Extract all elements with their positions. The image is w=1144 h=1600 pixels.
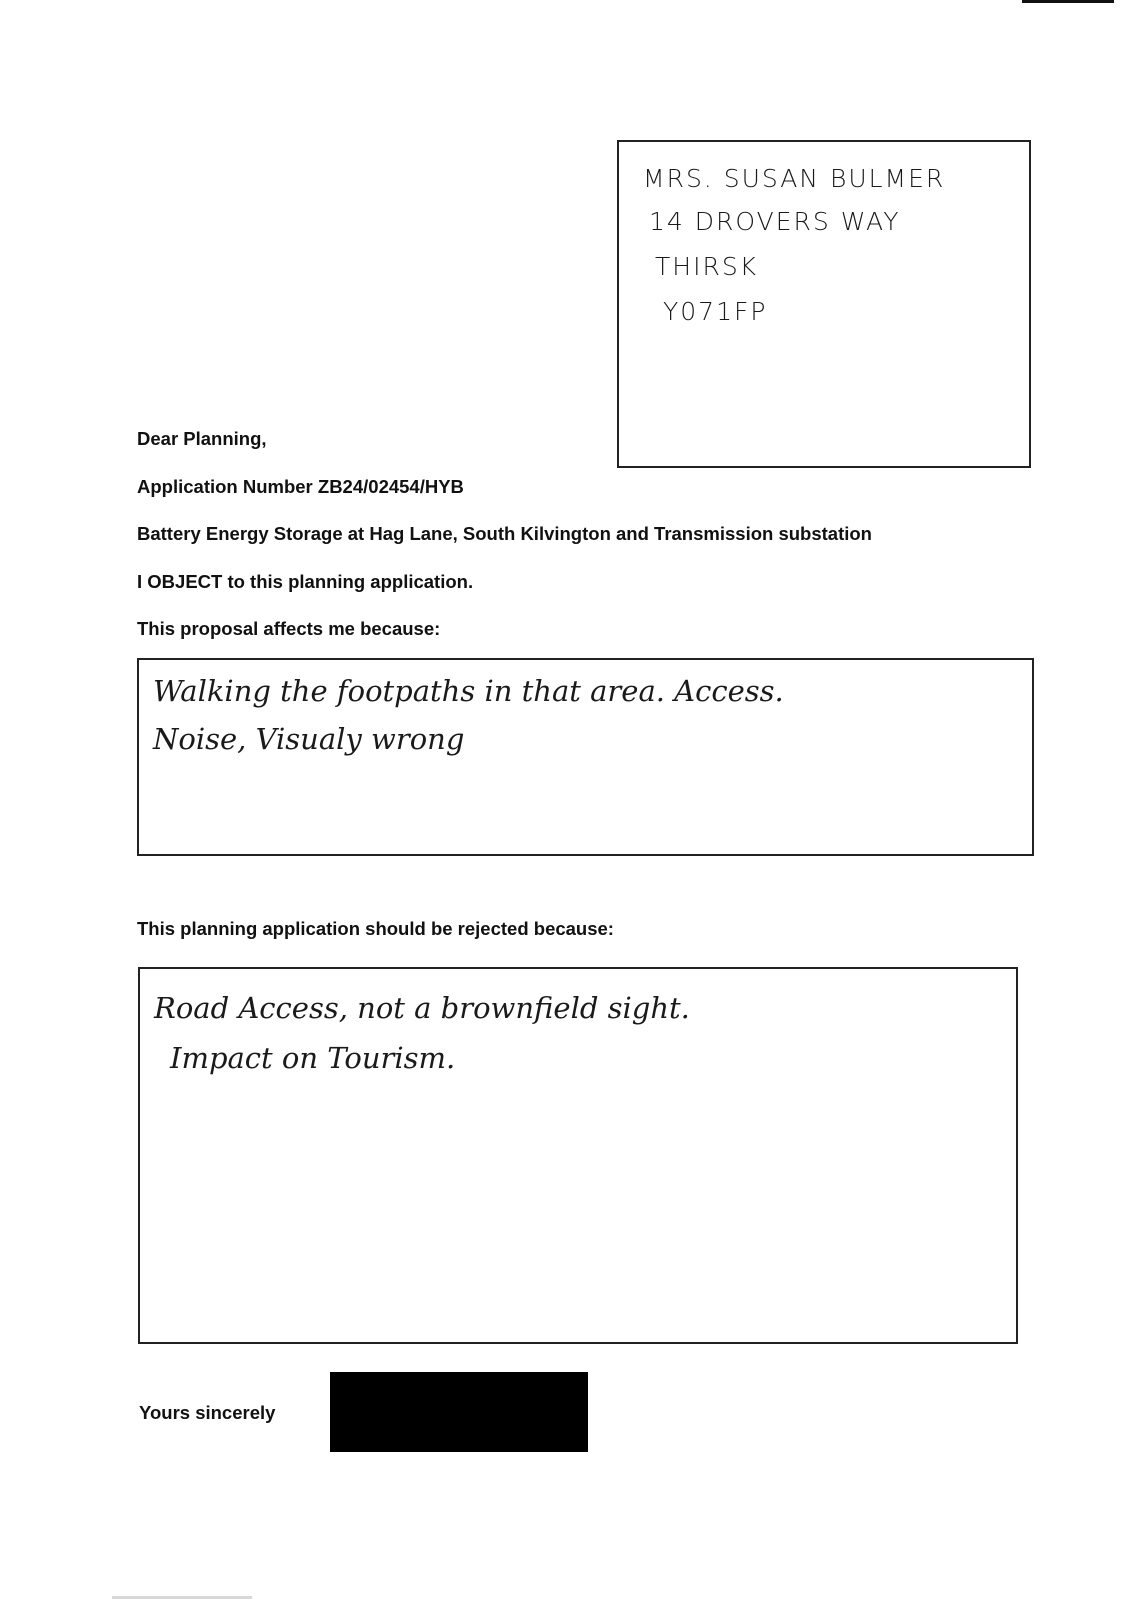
- sender-name: MRS. SUSAN BULMER: [643, 164, 946, 193]
- sender-postcode: Y071FP: [663, 297, 768, 326]
- rejection-label: This planning application should be rejected because:: [137, 918, 614, 939]
- salutation: Dear Planning,: [137, 428, 267, 449]
- affects-label: This proposal affects me because:: [137, 618, 441, 639]
- sender-town: THIRSK: [655, 252, 759, 281]
- affects-line-2: Noise, Visualy wrong: [153, 722, 465, 756]
- affects-response-box: [137, 658, 1034, 856]
- redacted-signature: [330, 1372, 588, 1452]
- objection-statement: I OBJECT to this planning application.: [137, 571, 474, 592]
- sender-address-box: [617, 140, 1031, 468]
- application-number: Application Number ZB24/02454/HYB: [137, 476, 464, 497]
- project-description: Battery Energy Storage at Hag Lane, South Kilvington and Transmission substation: [137, 523, 872, 544]
- closing-text: Yours sincerely: [139, 1402, 276, 1423]
- scan-edge-mark-bottom: [112, 1596, 252, 1599]
- rejection-line-2: Impact on Tourism.: [170, 1041, 456, 1075]
- sender-street: 14 DROVERS WAY: [649, 207, 901, 236]
- rejection-line-1: Road Access, not a brownfield sight.: [154, 991, 690, 1025]
- affects-line-1: Walking the footpaths in that area. Access.: [153, 674, 784, 708]
- scan-edge-mark: [1022, 0, 1114, 3]
- rejection-response-box: [138, 967, 1018, 1344]
